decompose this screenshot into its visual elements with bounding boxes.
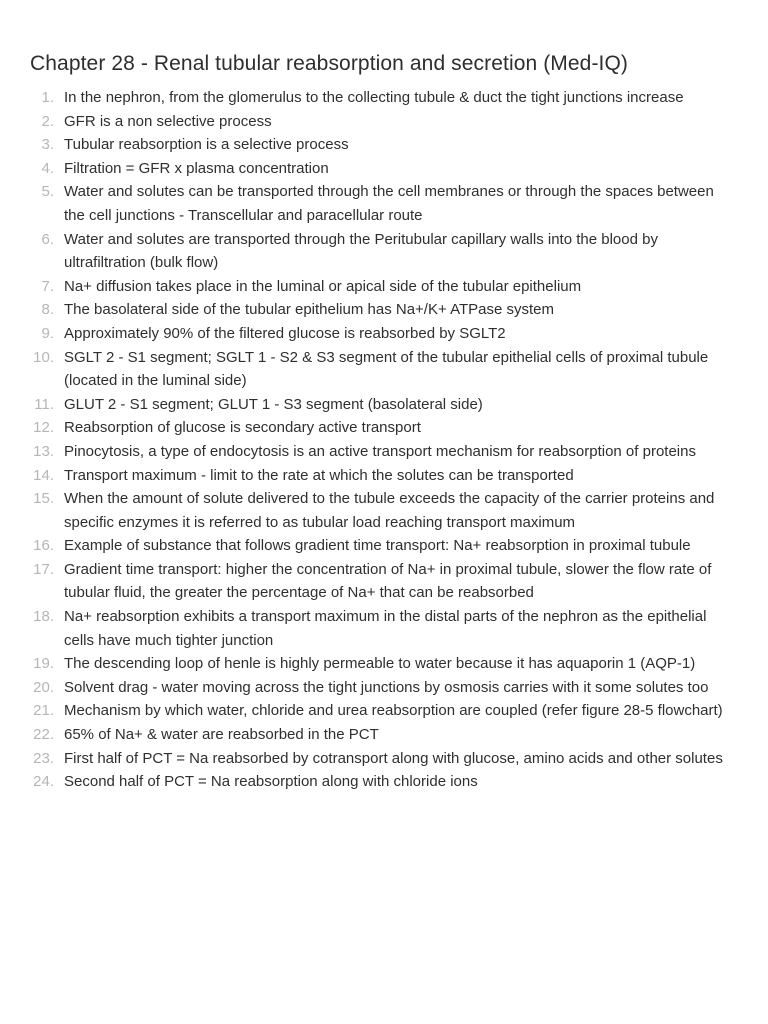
list-item-number: 7. [41,277,54,295]
list-item [30,723,738,747]
list-item-number: 15. [33,490,54,508]
list-item-text: When the amount of solute delivered to the tubule exceeds the capacity of the carrier proteins and specific enzymes it is referred to as tubular load reaching transport maximum [64,490,715,531]
list-item-number: 14. [33,466,54,484]
list-item-text: Tubular reabsorption is a selective process [64,136,349,154]
list-item-text: Transport maximum - limit to the rate at which the solutes can be transported [64,466,574,484]
list-item [30,558,738,605]
list-item [30,346,738,393]
list-item-text: Example of substance that follows gradient time transport: Na+ reabsorption in proximal tubule [64,537,691,555]
list-item-text: Pinocytosis, a type of endocytosis is an active transport mechanism for reabsorption of proteins [64,442,696,460]
list-item [30,110,738,134]
list-item-text: Filtration = GFR x plasma concentration [64,159,329,177]
list-item-text: The basolateral side of the tubular epithelium has Na+/K+ ATPase system [64,301,554,319]
list-item [30,228,738,275]
list-item-number: 3. [41,136,54,154]
list-item-number: 4. [41,159,54,177]
notes-list [30,86,738,794]
list-item [30,652,738,676]
list-item-text: 65% of Na+ & water are reabsorbed in the PCT [64,726,379,744]
list-item-text: GFR is a non selective process [64,112,272,130]
list-item [30,747,738,771]
list-item [30,605,738,652]
list-item-number: 9. [41,324,54,342]
list-item [30,275,738,299]
list-item-number: 21. [33,702,54,720]
list-item-number: 12. [33,419,54,437]
list-item-number: 10. [33,348,54,366]
list-item-number: 22. [33,726,54,744]
list-item-number: 1. [41,89,54,106]
list-item-number: 24. [33,773,54,791]
list-item-number: 20. [33,678,54,696]
list-item [30,86,738,110]
list-item-text: Na+ diffusion takes place in the luminal or apical side of the tubular epithelium [64,277,582,295]
list-item [30,180,738,227]
list-item [30,699,738,723]
list-item [30,298,738,322]
list-item-number: 8. [41,301,54,319]
list-item-text: Second half of PCT = Na reabsorption along with chloride ions [64,773,478,791]
list-item-text: The descending loop of henle is highly permeable to water because it has aquaporin 1 (AQP-1) [64,655,696,673]
list-item-number: 17. [33,560,54,578]
list-item [30,770,738,794]
list-item-text: Reabsorption of glucose is secondary active transport [64,419,421,437]
list-item-number: 5. [41,183,54,201]
list-item-text: SGLT 2 - S1 segment; SGLT 1 - S2 & S3 segment of the tubular epithelial cells of proximal tubule (located in the luminal side) [64,348,709,390]
list-item-number: 2. [41,112,54,130]
list-item [30,464,738,488]
list-item-text: Na+ reabsorption exhibits a transport maximum in the distal parts of the nephron as the epithelial cells have much tighter junction [64,608,707,649]
list-item-number: 23. [33,749,54,767]
list-item-number: 19. [33,655,54,673]
list-item [30,440,738,464]
list-item [30,534,738,558]
page-title: Chapter 28 - Renal tubular reabsorption and secretion (Med-IQ) [30,52,629,75]
list-item [30,322,738,346]
list-item-text: Water and solutes are transported through the Peritubular capillary walls into the blood by ultrafiltration (bulk flow) [64,230,658,272]
list-item-text: Mechanism by which water, chloride and urea reabsorption are coupled (refer figure 28-5 flowchart) [64,702,723,720]
list-item-text: Approximately 90% of the filtered glucose is reabsorbed by SGLT2 [64,324,506,342]
list-item-text: Solvent drag - water moving across the tight junctions by osmosis carries with it some solutes too [64,678,709,696]
list-item [30,487,738,534]
list-item-text: GLUT 2 - S1 segment; GLUT 1 - S3 segment (basolateral side) [64,395,483,413]
list-item-number: 18. [33,608,54,626]
list-item-text: Water and solutes can be transported through the cell membranes or through the spaces between the cell junctions - Transcellular and paracellular route [64,183,714,224]
list-item [30,676,738,700]
list-item-text: First half of PCT = Na reabsorbed by cotransport along with glucose, amino acids and other solutes [64,749,723,767]
list-item-number: 16. [33,537,54,555]
list-item-number: 11. [34,395,54,413]
list-item [30,393,738,417]
list-item [30,416,738,440]
list-item-text: In the nephron, from the glomerulus to the collecting tubule & duct the tight junctions increase [64,89,684,106]
list-item [30,133,738,157]
list-item-number: 13. [33,442,54,460]
list-item-text: Gradient time transport: higher the concentration of Na+ in proximal tubule, slower the flow rate of tubular fluid, the greater the percentage of Na+ that can be reabsorbed [64,560,712,602]
list-item-number: 6. [41,230,54,248]
list-item [30,157,738,181]
